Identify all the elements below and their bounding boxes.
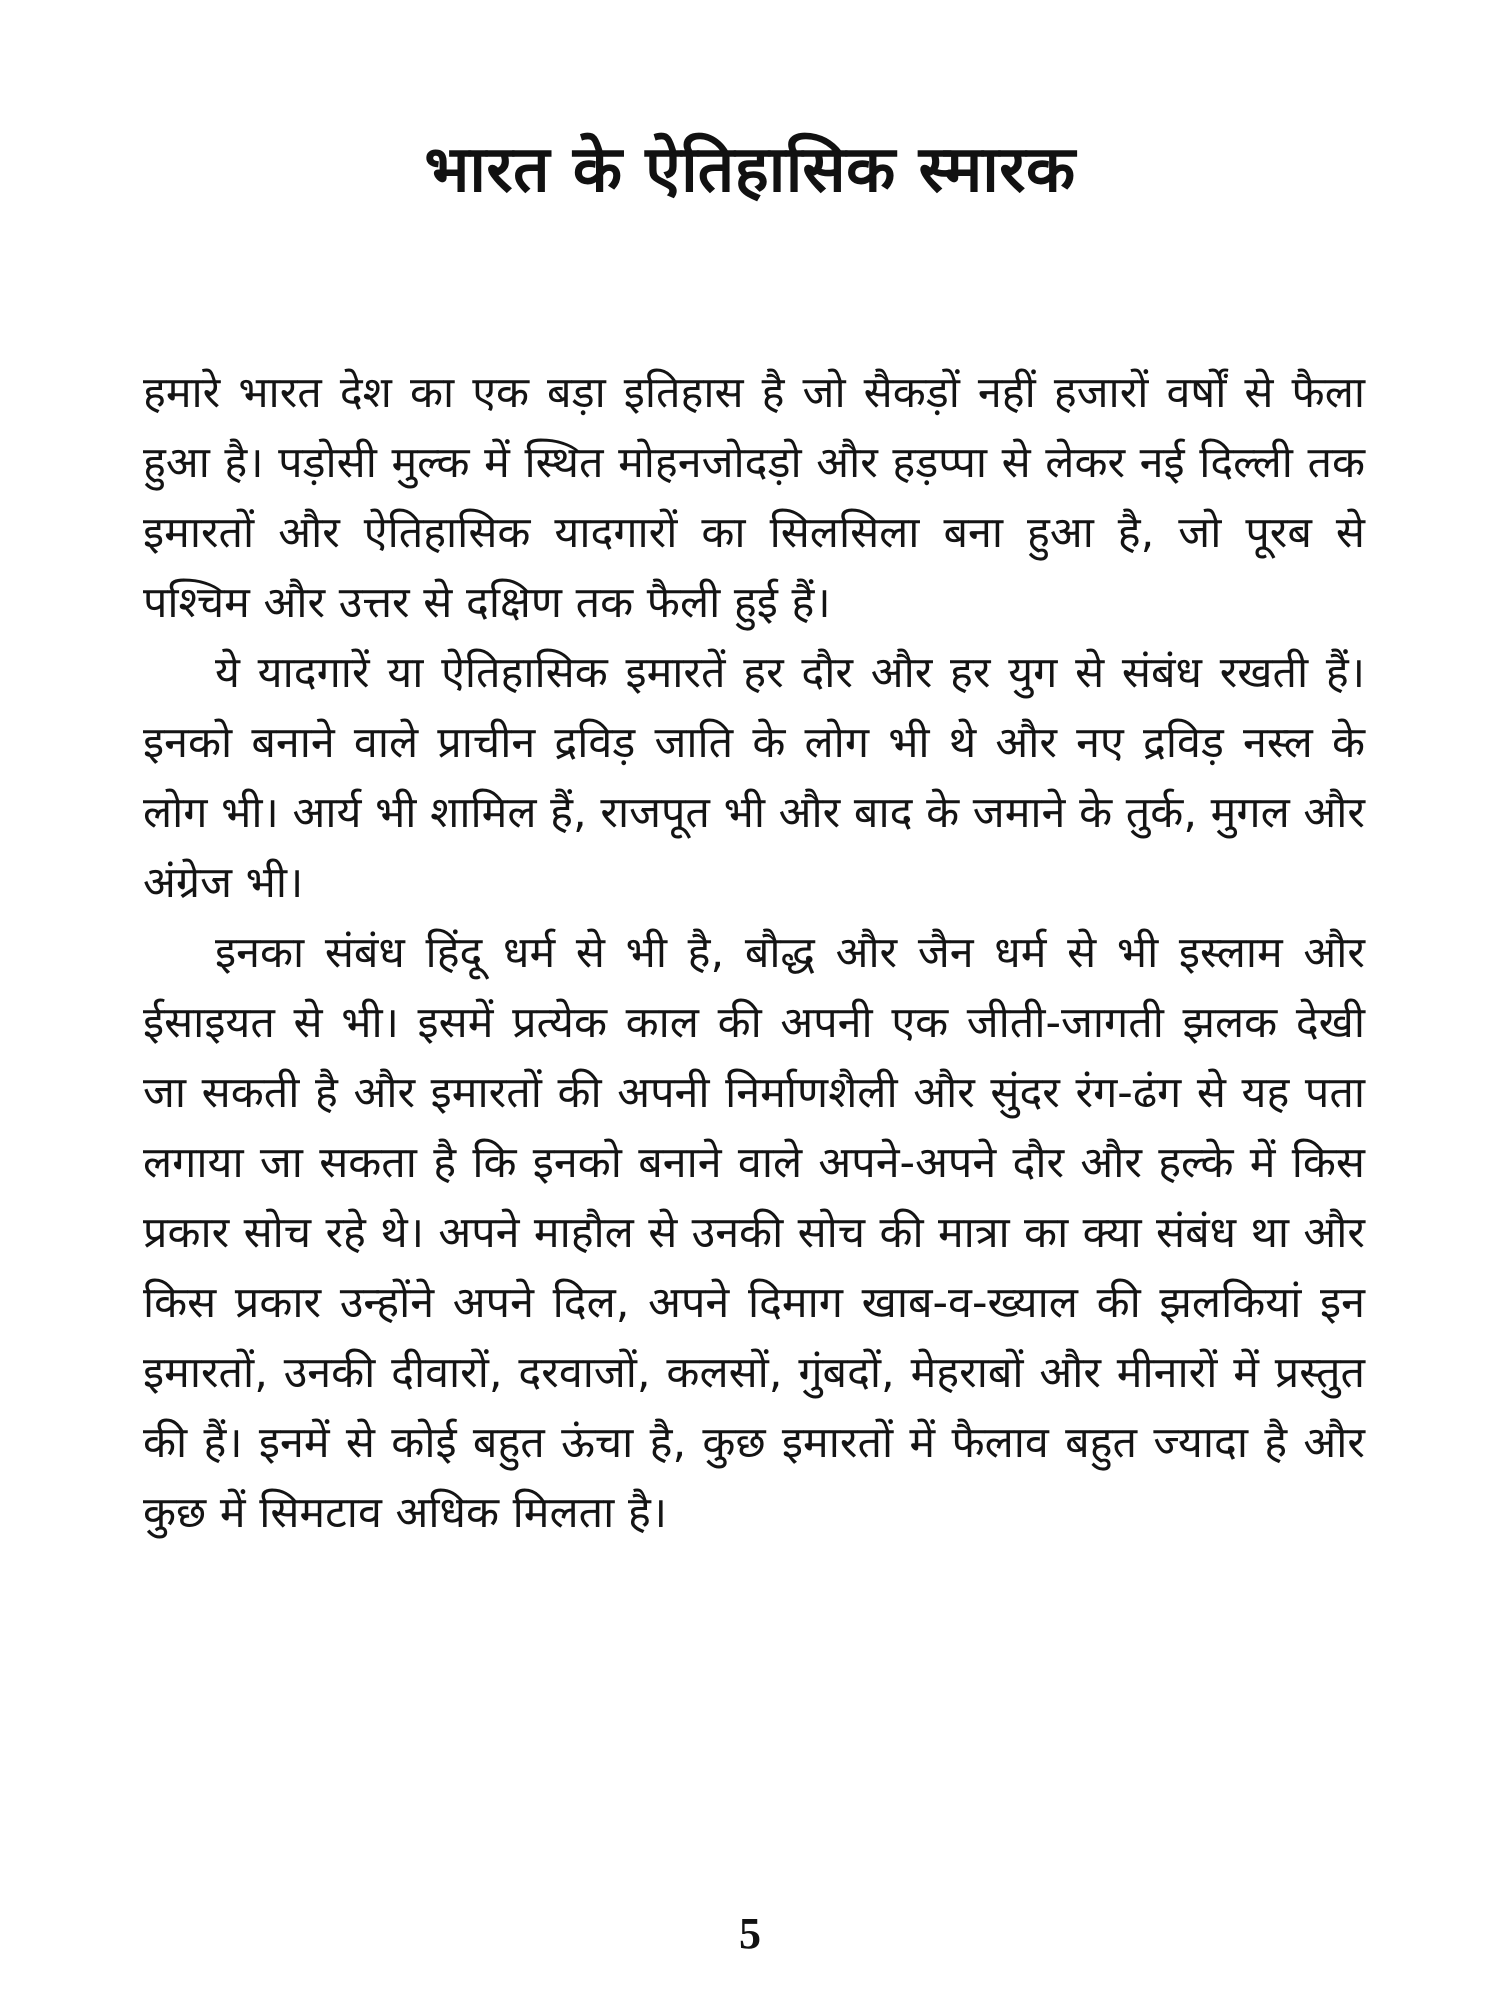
paragraph-2: ये यादगारें या ऐतिहासिक इमारतें हर दौर और हर युग से संबंध रखती हैं। इनको बनाने वाले प्राचीन द्रविड़ जाति के लोग भी थे और नए द्रविड़ नस्ल के लोग भी। आर्य भी शामिल हैं, राजपूत भी और बाद के जमाने के तुर्क, मुगल और अंग्रेज भी। (143, 648, 1365, 908)
paragraph-3: इनका संबंध हिंदू धर्म से भी है, बौद्ध और जैन धर्म से भी इस्लाम और ईसाइयत से भी। इसमें प्रत्येक काल की अपनी एक जीती-जागती झलक देखी जा सकती है और इमारतों की अपनी निर्माणशैली और सुंदर रंग-ढंग से यह पता लगाया जा सकता है कि इनको बनाने वाले अपने-अपने दौर और हल्के में किस प्रकार सोच रहे थे। अपने माहौल से उनकी सोच की मात्रा का क्या संबंध था और किस प्रकार उन्होंने अपने दिल, अपने दिमाग खाब-व-ख्याल की झलकियां इन इमारतों, उनकी दीवारों, दरवाजों, कलसों, गुंबदों, मेहराबों और मीनारों में प्रस्तुत की हैं। इनमें से कोई बहुत ऊंचा है, कुछ इमारतों में फैलाव बहुत ज्यादा है और कुछ में सिमटाव अधिक मिलता है। (143, 928, 1365, 1538)
paragraph-1: हमारे भारत देश का एक बड़ा इतिहास है जो सैकड़ों नहीं हजारों वर्षों से फैला हुआ है। पड़ोसी मुल्क में स्थित मोहनजोदड़ो और हड़प्पा से लेकर नई दिल्ली तक इमारतों और ऐतिहासिक यादगारों का सिलसिला बना हुआ है, जो पूरब से पश्चिम और उत्तर से दक्षिण तक फैली हुई हैं। (143, 368, 1365, 628)
page-number: 5 (739, 1909, 761, 1958)
body-text (143, 358, 1365, 1548)
page-title: भारत के ऐतिहासिक स्मारक (424, 133, 1076, 207)
